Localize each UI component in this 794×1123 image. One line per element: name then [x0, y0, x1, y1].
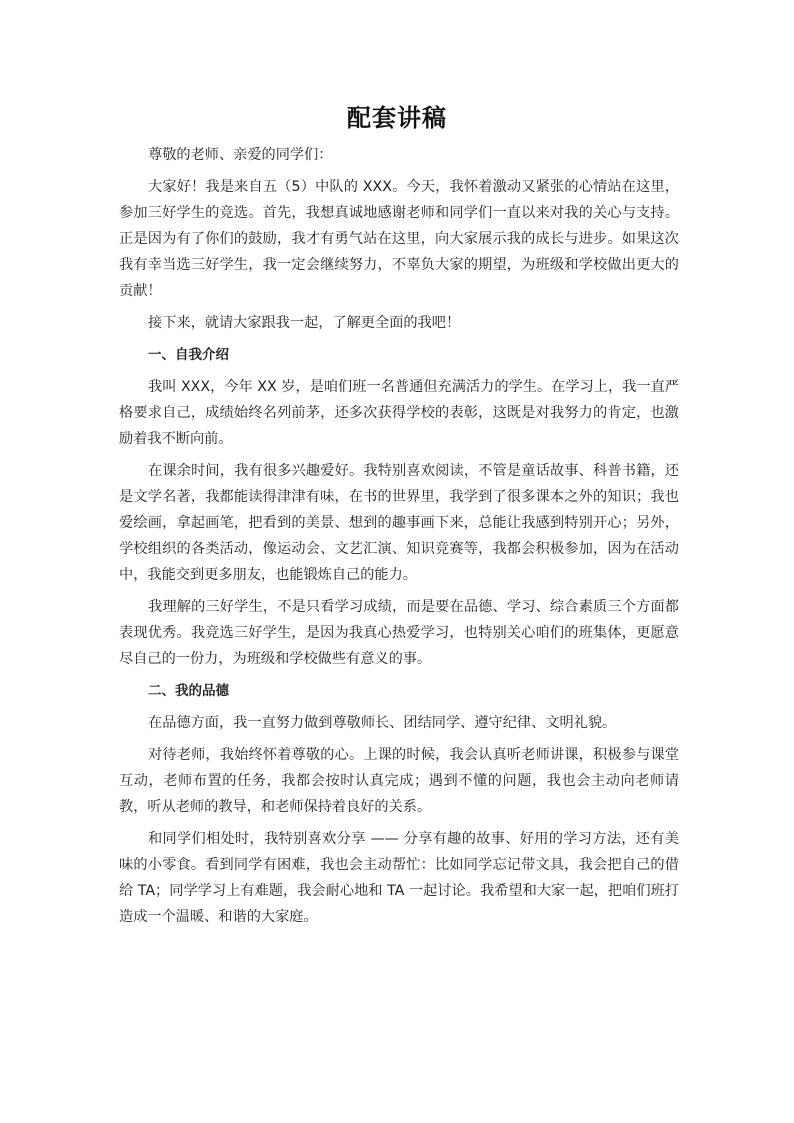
section-heading-self-intro: 一、自我介绍: [148, 347, 229, 363]
teachers-paragraph: 对待老师，我始终怀着尊敬的心。上课的时候，我会认真听老师讲课，积极参与课堂互动，老师布置的任务，我都会按时认真完成；遇到不懂的问题，我也会主动向老师请教，听从老师的教导，和老师保持着良好的关系。: [119, 747, 679, 815]
classmates-paragraph: 和同学们相处时，我特别喜欢分享 —— 分享有趣的故事、好用的学习方法，还有美味的小零食。看到同学有困难，我也会主动帮忙：比如同学忘记带文具，我会把自己的借给 TA；同学学习上有难题，我会耐心地和 TA 一起讨论。我希望和大家一起，把咱们班打造成一个温暖、和谐的大家庭。: [119, 831, 679, 925]
section-heading-morality: 二、我的品德: [148, 683, 229, 699]
self-intro-paragraph: 我叫 XXX，今年 XX 岁，是咱们班一名普通但充满活力的学生。在学习上，我一直严格要求自己，成绩始终名列前茅，还多次获得学校的表彰，这既是对我努力的肯定，也激励着我不断向前。: [119, 379, 679, 447]
morality-summary-paragraph: 在品德方面，我一直努力做到尊敬师长、团结同学、遵守纪律、文明礼貌。: [148, 715, 617, 731]
understanding-paragraph: 我理解的三好学生，不是只看学习成绩，而是要在品德、学习、综合素质三个方面都表现优秀。我竞选三好学生，是因为我真心热爱学习，也特别关心咱们的班集体，更愿意尽自己的一份力，为班级和学校做些有意义的事。: [119, 599, 679, 667]
greeting-paragraph: 尊敬的老师、亲爱的同学们：: [148, 147, 333, 163]
document-title: 配套讲稿: [347, 103, 447, 132]
document-body: [119, 142, 679, 930]
hobbies-paragraph: 在课余时间，我有很多兴趣爱好。我特别喜欢阅读，不管是童话故事、科普书籍，还是文学名著，我都能读得津津有味，在书的世界里，我学到了很多课本之外的知识；我也爱绘画，拿起画笔，把看到的美景、想到的趣事画下来，总能让我感到特别开心；另外，学校组织的各类活动，像运动会、文艺汇演、知识竞赛等，我都会积极参加，因为在活动中，我能交到更多朋友，也能锻炼自己的能力。: [119, 463, 679, 583]
transition-paragraph: 接下来，就请大家跟我一起，了解更全面的我吧！: [148, 315, 461, 331]
opening-paragraph: 大家好！我是来自五（5）中队的 XXX。今天，我怀着激动又紧张的心情站在这里，参加三好学生的竞选。首先，我想真诚地感谢老师和同学们一直以来对我的关心与支持。正是因为有了你们的鼓励，我才有勇气站在这里，向大家展示我的成长与进步。如果这次我有幸当选三好学生，我一定会继续努力，不辜负大家的期望，为班级和学校做出更大的贡献！: [119, 179, 679, 299]
